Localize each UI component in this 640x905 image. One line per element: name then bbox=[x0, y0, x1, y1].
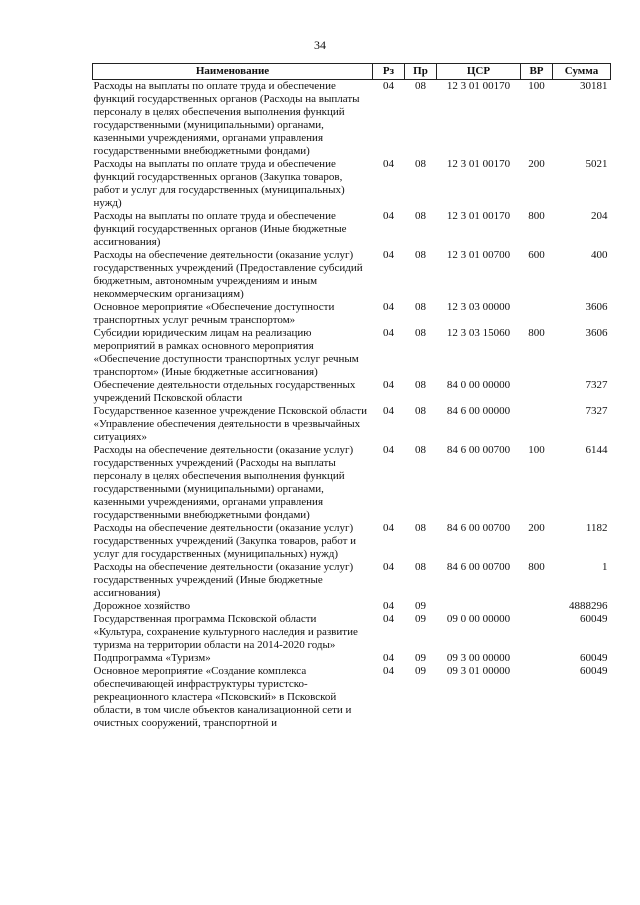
cell-sum: 6144 bbox=[585, 444, 608, 456]
table-row bbox=[93, 158, 611, 210]
cell-pr: 09 bbox=[415, 652, 426, 664]
cell-vr bbox=[521, 652, 553, 665]
cell-name: Государственное казенное учреждение Псковской области «Управление обеспечения деятельности в чрезвычайных ситуациях» bbox=[93, 405, 367, 443]
cell-csr: 09 3 01 00000 bbox=[446, 665, 511, 677]
table-row bbox=[93, 210, 611, 249]
cell-rz: 04 bbox=[383, 444, 394, 456]
cell-sum: 1182 bbox=[585, 522, 608, 534]
table-row bbox=[93, 522, 611, 561]
cell-rz: 04 bbox=[383, 379, 394, 391]
cell-csr: 12 3 01 00170 bbox=[446, 80, 511, 92]
page-number: 34 bbox=[314, 38, 326, 52]
cell-csr: 12 3 03 00000 bbox=[446, 301, 511, 313]
table-body bbox=[93, 80, 611, 731]
cell-pr: 08 bbox=[415, 301, 426, 313]
cell-csr: 09 0 00 00000 bbox=[446, 613, 511, 625]
table-row bbox=[93, 665, 611, 730]
cell-pr: 08 bbox=[415, 249, 426, 261]
cell-csr: 84 0 00 00000 bbox=[446, 379, 511, 391]
cell-name: Дорожное хозяйство bbox=[93, 600, 191, 612]
table-row bbox=[93, 405, 611, 444]
table-row bbox=[93, 80, 611, 159]
cell-csr: 12 3 03 15060 bbox=[446, 327, 511, 339]
cell-pr: 08 bbox=[415, 444, 426, 456]
budget-table bbox=[92, 63, 611, 730]
cell-vr bbox=[521, 665, 553, 730]
cell-sum: 60049 bbox=[580, 665, 608, 677]
cell-sum: 60049 bbox=[580, 613, 608, 625]
cell-vr bbox=[521, 379, 553, 405]
cell-name: Обеспечение деятельности отдельных государственных учреждений Псковской области bbox=[93, 379, 356, 404]
cell-csr: 12 3 01 00170 bbox=[446, 158, 511, 170]
cell-rz: 04 bbox=[383, 665, 394, 677]
header-name: Наименование bbox=[93, 64, 373, 80]
cell-name: Расходы на обеспечение деятельности (оказание услуг) государственных учреждений (Расходы на выплаты персоналу в целях обеспечения выполнения функций государственными (муниципальными) органами, казенными учреждениями, органами управления государственными внебюджетными фондами) bbox=[93, 444, 354, 521]
cell-name: Основное мероприятие «Создание комплекса обеспечивающей инфраструктуры туристско-рекреационного кластера «Псковский» в Псковской области, в том числе объектов канализационной сети и очистных сооружений, транспортной и bbox=[93, 665, 352, 729]
cell-rz: 04 bbox=[383, 210, 394, 222]
cell-sum: 3606 bbox=[585, 301, 608, 313]
cell-pr: 09 bbox=[415, 613, 426, 625]
cell-name: Расходы на обеспечение деятельности (оказание услуг) государственных учреждений (Закупка товаров, работ и услуг для государственных (муниципальных) нужд) bbox=[93, 522, 357, 560]
table-row bbox=[93, 561, 611, 600]
cell-pr: 08 bbox=[415, 327, 426, 339]
cell-vr: 800 bbox=[528, 327, 545, 339]
cell-name: Расходы на выплаты по оплате труда и обеспечение функций государственных органов (Расходы на выплаты персоналу в целях обеспечения выполнения функций государственными (муниципальными) органами, казенными учреждениями, органами управления государственными внебюджетными фондами) bbox=[93, 80, 360, 157]
cell-rz: 04 bbox=[383, 327, 394, 339]
table-row bbox=[93, 652, 611, 665]
cell-vr bbox=[521, 613, 553, 652]
cell-rz: 04 bbox=[383, 158, 394, 170]
cell-pr: 08 bbox=[415, 80, 426, 92]
cell-name: Расходы на обеспечение деятельности (оказание услуг) государственных учреждений (Иные бюджетные ассигнования) bbox=[93, 561, 354, 599]
cell-vr: 100 bbox=[528, 80, 545, 92]
cell-name: Расходы на выплаты по оплате труда и обеспечение функций государственных органов (Иные бюджетные ассигнования) bbox=[93, 210, 347, 248]
cell-rz: 04 bbox=[383, 522, 394, 534]
cell-sum: 3606 bbox=[585, 327, 608, 339]
header-pr: Пр bbox=[405, 64, 437, 80]
cell-name: Субсидии юридическим лицам на реализацию мероприятий в рамках основного мероприятия «Обеспечение доступности транспортных услуг речным транспортом» (Иные бюджетные ассигнования) bbox=[93, 327, 359, 378]
cell-sum: 30181 bbox=[580, 80, 608, 92]
cell-vr: 800 bbox=[528, 561, 545, 573]
cell-rz: 04 bbox=[383, 301, 394, 313]
table-header-row bbox=[93, 64, 611, 80]
cell-pr: 08 bbox=[415, 405, 426, 417]
cell-rz: 04 bbox=[383, 600, 394, 612]
cell-name: Расходы на выплаты по оплате труда и обеспечение функций государственных органов (Закупка товаров, работ и услуг для государственных (муниципальных) нужд) bbox=[93, 158, 345, 209]
cell-csr: 84 6 00 00000 bbox=[446, 405, 511, 417]
cell-pr: 09 bbox=[415, 665, 426, 677]
cell-csr: 84 6 00 00700 bbox=[446, 561, 511, 573]
cell-sum: 7327 bbox=[585, 379, 608, 391]
cell-csr: 12 3 01 00700 bbox=[446, 249, 511, 261]
cell-name: Расходы на обеспечение деятельности (оказание услуг) государственных учреждений (Предоставление субсидий бюджетным, автономным учреждениям и иным некоммерческим организациям) bbox=[93, 249, 363, 300]
cell-pr: 08 bbox=[415, 210, 426, 222]
cell-sum: 1 bbox=[602, 561, 608, 573]
cell-vr bbox=[521, 405, 553, 444]
cell-name: Основное мероприятие «Обеспечение доступности транспортных услуг речным транспортом» bbox=[93, 301, 335, 326]
cell-vr: 100 bbox=[528, 444, 545, 456]
cell-vr bbox=[521, 301, 553, 327]
table-row bbox=[93, 444, 611, 522]
cell-sum: 4888296 bbox=[569, 600, 608, 612]
header-sum: Сумма bbox=[553, 64, 611, 80]
cell-vr: 200 bbox=[528, 522, 545, 534]
header-rz: Рз bbox=[373, 64, 405, 80]
cell-vr bbox=[521, 600, 553, 613]
table-row bbox=[93, 613, 611, 652]
header-vr: ВР bbox=[521, 64, 553, 80]
cell-pr: 08 bbox=[415, 522, 426, 534]
cell-sum: 5021 bbox=[585, 158, 608, 170]
cell-name: Подпрограмма «Туризм» bbox=[93, 652, 211, 664]
cell-vr: 800 bbox=[528, 210, 545, 222]
cell-rz: 04 bbox=[383, 652, 394, 664]
cell-rz: 04 bbox=[383, 405, 394, 417]
cell-sum: 400 bbox=[591, 249, 608, 261]
cell-vr: 200 bbox=[528, 158, 545, 170]
cell-rz: 04 bbox=[383, 613, 394, 625]
cell-rz: 04 bbox=[383, 561, 394, 573]
cell-name: Государственная программа Псковской области «Культура, сохранение культурного наследия и развитие туризма на территории области на 2014-2020 годы» bbox=[93, 613, 358, 651]
cell-csr: 84 6 00 00700 bbox=[446, 444, 511, 456]
table-row bbox=[93, 379, 611, 405]
cell-sum: 7327 bbox=[585, 405, 608, 417]
cell-rz: 04 bbox=[383, 249, 394, 261]
cell-pr: 08 bbox=[415, 561, 426, 573]
table-row bbox=[93, 301, 611, 327]
cell-rz: 04 bbox=[383, 80, 394, 92]
header-csr: ЦСР bbox=[437, 64, 521, 80]
cell-pr: 09 bbox=[415, 600, 426, 612]
table-row bbox=[93, 327, 611, 379]
cell-sum: 60049 bbox=[580, 652, 608, 664]
cell-csr: 12 3 01 00170 bbox=[446, 210, 511, 222]
cell-vr: 600 bbox=[528, 249, 545, 261]
cell-pr: 08 bbox=[415, 379, 426, 391]
table-row bbox=[93, 249, 611, 301]
table-row bbox=[93, 600, 611, 613]
cell-csr: 84 6 00 00700 bbox=[446, 522, 511, 534]
cell-sum: 204 bbox=[591, 210, 608, 222]
cell-csr bbox=[437, 600, 521, 613]
cell-pr: 08 bbox=[415, 158, 426, 170]
cell-csr: 09 3 00 00000 bbox=[446, 652, 511, 664]
